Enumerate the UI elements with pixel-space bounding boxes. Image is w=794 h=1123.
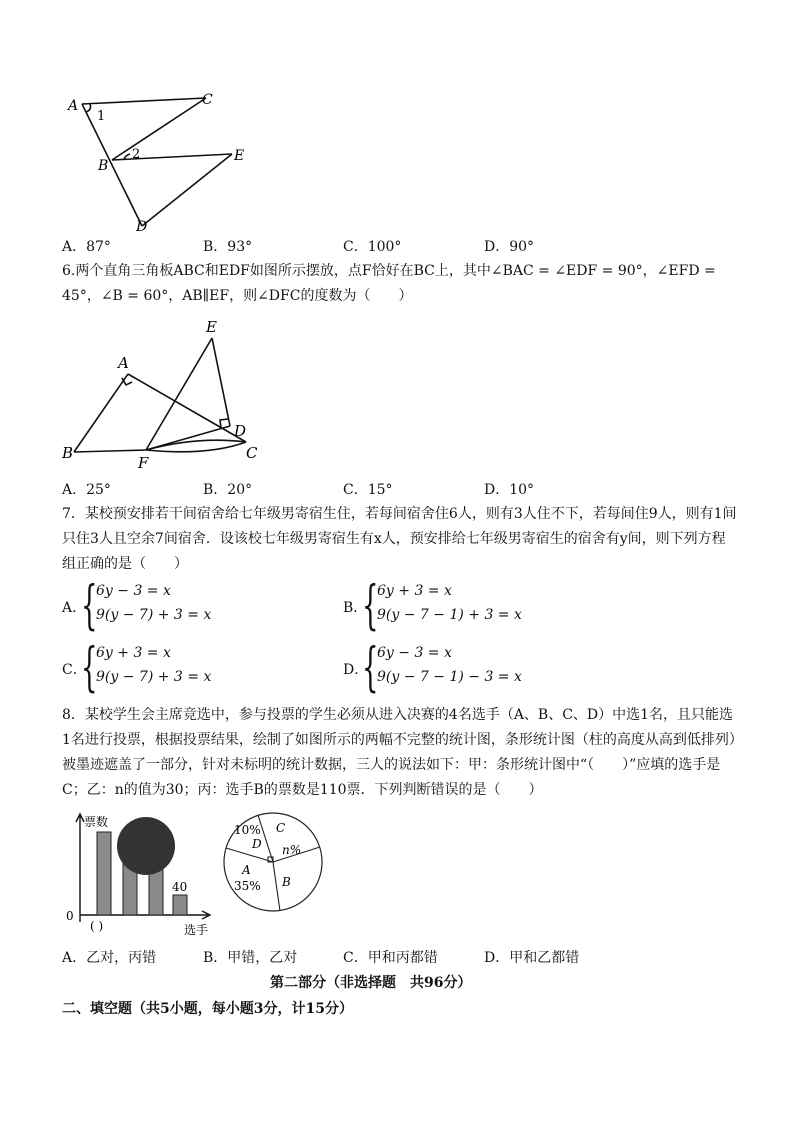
bar-value-40: 40 — [172, 880, 188, 894]
q5-label-A: A — [68, 98, 79, 114]
q6-label-E: E — [206, 318, 217, 336]
q7-option-c-brace: { — [81, 638, 98, 698]
pie-label-A-value: 35% — [234, 879, 261, 893]
part2-title: 第二部分（非选择题 共96分） — [270, 975, 472, 991]
q6-label-A: A — [118, 354, 129, 372]
q5-label-D: D — [136, 219, 148, 235]
q7-option-c-label: C． — [62, 662, 87, 678]
q7-option-b-eq2: 9(y − 7 − 1) + 3 = x — [377, 607, 522, 623]
section-fill-in-blank: 二、填空题（共5小题，每小题3分，计15分） — [62, 1001, 353, 1017]
q5-label-B: B — [98, 158, 109, 174]
ink-blot — [117, 817, 175, 875]
q8-question-text: 8．某校学生会主席竞选中，参与投票的学生必须从进入决赛的4名选手（A、B、C、D）中选1名，且只能选1名进行投票，根据投票结果，绘制了如图所示的两幅不完整的统计图，条形统计图（柱的高度从高到低排列）被墨迹遮盖了一部分，针对未标明的统计数据，三人的说法如下：甲：条形统计图中“（ ）”应填的选手是C；乙：n的值为30；丙：选手B的票数是110票．下列判断错误的是（ ） — [62, 707, 736, 798]
q7-option-d-brace: { — [362, 638, 379, 698]
bar-origin: 0 — [66, 909, 74, 923]
q8-option-b: B．甲错，乙对 — [203, 950, 298, 966]
q6-label-C: C — [246, 444, 258, 462]
bar-3 — [149, 870, 163, 915]
q6-option-d: D．10° — [484, 482, 535, 498]
bar-xlabel: 选手 — [184, 923, 209, 937]
q5-label-E: E — [234, 148, 245, 164]
bar-1 — [97, 832, 111, 915]
q7-option-a-label: A． — [62, 600, 87, 616]
q6-label-D: D — [234, 422, 247, 440]
q6-label-B: B — [62, 444, 74, 462]
q7-option-a-brace: { — [81, 576, 98, 636]
q8-option-d: D．甲和乙都错 — [484, 950, 580, 966]
q5-option-c: C．100° — [343, 239, 402, 255]
q8-pie-chart — [220, 808, 330, 918]
bar-4 — [173, 895, 187, 915]
q7-option-a-eq1: 6y − 3 = x — [96, 583, 171, 599]
q7-option-b-brace: { — [362, 576, 379, 636]
q5-option-a: A．87° — [62, 239, 111, 255]
q6-option-b: B．20° — [203, 482, 253, 498]
bar-blank-label: ( ) — [90, 919, 104, 933]
pie-label-A: A — [242, 863, 251, 877]
q7-option-d-eq2: 9(y − 7 − 1) − 3 = x — [377, 669, 522, 685]
q7-option-c-eq2: 9(y − 7) + 3 = x — [96, 669, 212, 685]
q6-option-c: C．15° — [343, 482, 393, 498]
q8-option-a: A．乙对，丙错 — [62, 950, 157, 966]
q8-bar-chart — [60, 812, 220, 940]
q7-option-b-label: B． — [343, 600, 368, 616]
q5-label-C: C — [202, 92, 213, 108]
pie-label-C: C — [276, 821, 286, 835]
pie-label-B: B — [282, 875, 291, 889]
pie-label-C-value: n% — [282, 843, 302, 857]
q6-label-F: F — [138, 454, 149, 472]
q6-option-a: A．25° — [62, 482, 111, 498]
q7-option-d-eq1: 6y − 3 = x — [377, 645, 452, 661]
pie-boundary-ba — [273, 862, 280, 911]
q5-label-angle2: 2 — [132, 147, 141, 162]
q5-option-b: B．93° — [203, 239, 253, 255]
pie-boundary-ad — [226, 848, 273, 862]
q5-option-d: D．90° — [484, 239, 535, 255]
q7-option-c-eq1: 6y + 3 = x — [96, 645, 171, 661]
q5-figure — [60, 88, 280, 238]
q7-option-d-label: D． — [343, 662, 369, 678]
q6-figure — [58, 316, 278, 476]
pie-label-D: D — [252, 837, 262, 851]
q7-option-a-eq2: 9(y − 7) + 3 = x — [96, 607, 212, 623]
q8-option-c: C．甲和丙都错 — [343, 950, 438, 966]
q6-question-text: 6.两个直角三角板ABC和EDF如图所示摆放，点F恰好在BC上，其中∠BAC = ∠EDF = 90°，∠EFD = 45°，∠B = 60°，AB∥EF，则∠DFC的度数为（ ） — [62, 263, 716, 304]
q7-option-b-eq1: 6y + 3 = x — [377, 583, 452, 599]
q7-question-text: 7．某校预安排若干间宿舍给七年级男寄宿生住，若每间宿舍住6人，则有3人住不下，若每间住9人，则有1间只住3人且空余7间宿舍．设该校七年级男寄宿生有x人，预安排给七年级男寄宿生的宿舍有y间，则下列方程组正确的是（ ） — [62, 506, 737, 572]
pie-label-D-value: 10% — [234, 823, 261, 837]
bar-ylabel: 票数 — [84, 815, 109, 829]
q5-label-angle1: 1 — [97, 109, 106, 124]
